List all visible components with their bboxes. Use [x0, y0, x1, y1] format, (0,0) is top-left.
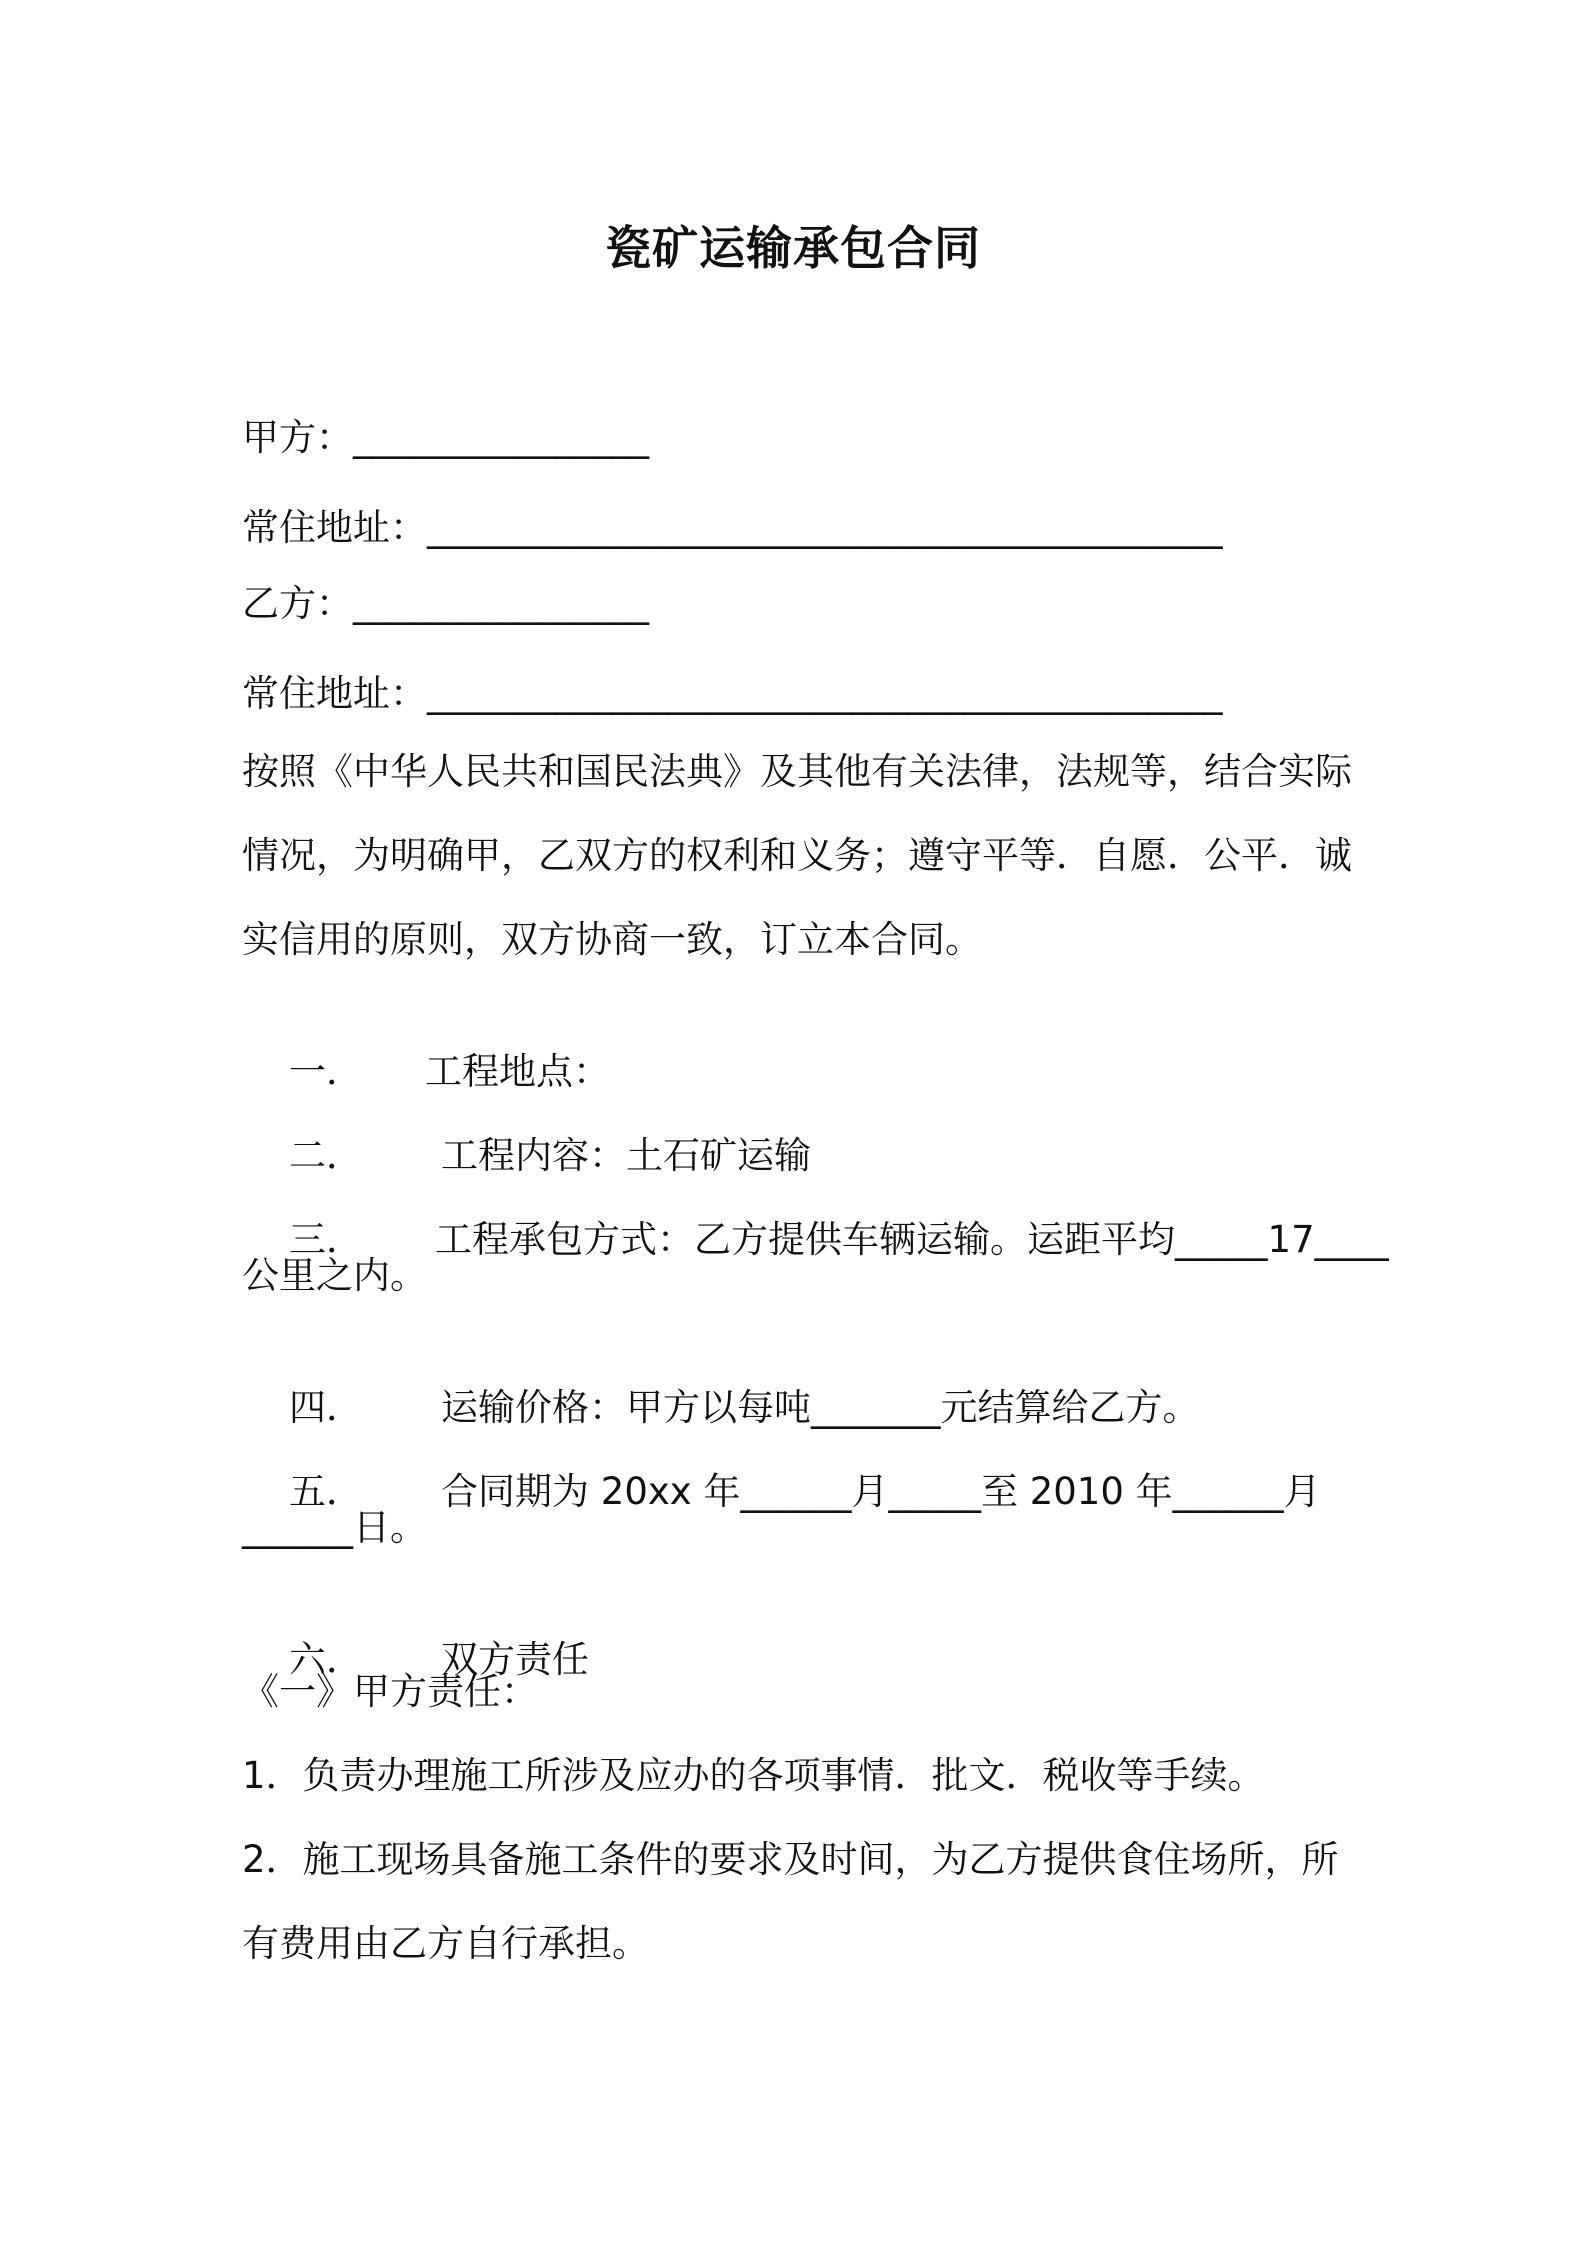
clause-number: 三． — [289, 1218, 364, 1261]
clause-text: 合同期为 20xx 年______月_____至 2010 年______月 — [441, 1470, 1321, 1513]
clause-number: 四． — [289, 1386, 364, 1429]
party-a-address-line: 常住地址：___________________________________________ — [242, 506, 1223, 549]
clause-text: 工程承包方式：乙方提供车辆运输。运距平均_____17____ — [435, 1218, 1389, 1261]
clause-text: 双方责任 — [441, 1638, 590, 1681]
party-b-address-line: 常住地址：___________________________________________ — [242, 672, 1223, 715]
clause-text: 运输价格：甲方以每吨_______元结算给乙方。 — [441, 1386, 1200, 1429]
section-a-item-1: 1．负责办理施工所涉及应办的各项事情．批文．税收等手续。 — [242, 1754, 1265, 1797]
section-a-item-2-line-2: 有费用由乙方自行承担。 — [242, 1922, 649, 1965]
clause-text: 工程内容：土石矿运输 — [441, 1134, 812, 1177]
clause-3-continued: 公里之内。 — [242, 1254, 427, 1297]
clause-number: 一． — [289, 1050, 364, 1093]
party-b-line: 乙方：________________ — [242, 582, 649, 625]
intro-paragraph-line-1: 按照《中华人民共和国民法典》及其他有关法律，法规等，结合实际 — [242, 750, 1352, 793]
clause-5-continued: ______日。 — [242, 1506, 427, 1549]
section-a-item-2-line-1: 2．施工现场具备施工条件的要求及时间，为乙方提供食住场所，所 — [242, 1838, 1339, 1881]
intro-paragraph-line-3: 实信用的原则，双方协商一致，订立本合同。 — [242, 918, 982, 961]
clause-number: 五． — [289, 1470, 364, 1513]
clause-number: 六． — [289, 1638, 364, 1681]
intro-paragraph-line-2: 情况，为明确甲，乙双方的权利和义务；遵守平等．自愿．公平．诚 — [242, 834, 1352, 877]
section-a-title: 《一》甲方责任： — [242, 1670, 538, 1713]
party-a-line: 甲方：________________ — [242, 416, 649, 459]
clause-number: 二． — [289, 1134, 364, 1177]
document-title: 瓷矿运输承包合同 — [605, 221, 981, 275]
clause-text: 工程地点： — [425, 1050, 611, 1093]
